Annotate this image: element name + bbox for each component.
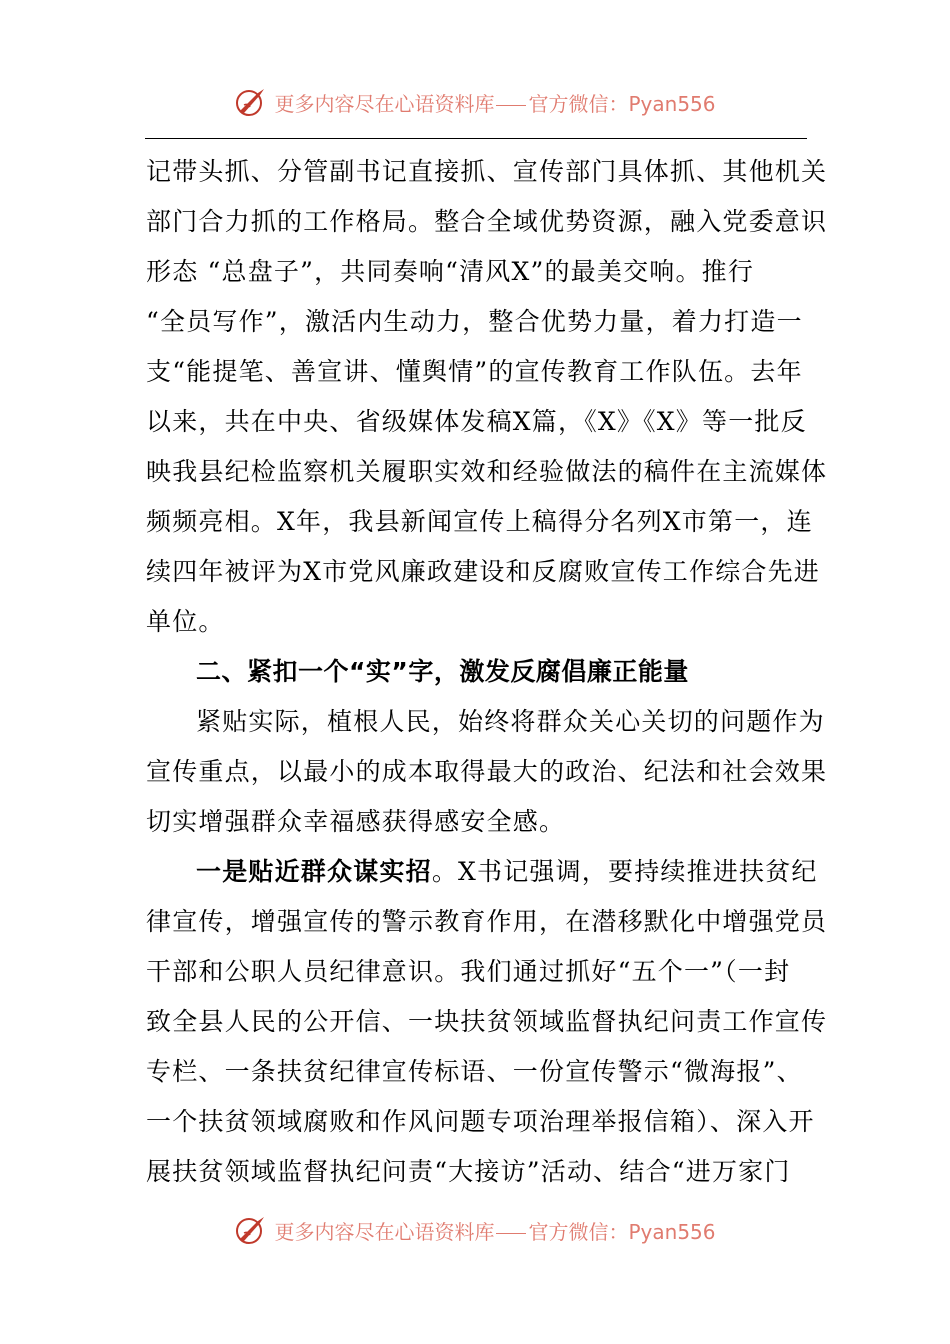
body-line: 切实增强群众幸福感获得感安全感。 (146, 807, 566, 836)
body-line: 紧贴实际，植根人民，始终将群众关心关切的问题作为 (196, 707, 825, 736)
header-banner-text: 更多内容尽在心语资料库 官方微信：Pyan556 (274, 91, 716, 116)
section-heading: 二、紧扣一个“实”字，激发反腐倡廉正能量 (196, 657, 689, 686)
body-line: 律宣传，增强宣传的警示教育作用，在潜移默化中增强党员 (146, 907, 828, 936)
footer-watermark-banner (0, 1210, 950, 1250)
body-line: 单位。 (146, 607, 225, 636)
body-line: 致全县人民的公开信、一块扶贫领域监督执纪问责工作宣传 (146, 1007, 828, 1036)
pen-nib-logo-icon (234, 85, 268, 119)
body-line: 专栏、一条扶贫纪律宣传标语、一份宣传警示“微海报”、 (146, 1057, 803, 1086)
body-line: 形态 “总盘子”，共同奏响“清风X”的最美交响。推行 (146, 257, 755, 286)
footer-banner-text: 更多内容尽在心语资料库 官方微信：Pyan556 (274, 1219, 716, 1244)
body-line: 一个扶贫领域腐败和作风问题专项治理举报信箱）、深入开 (146, 1107, 815, 1136)
body-line-lead (146, 847, 818, 897)
body-line: 映我县纪检监察机关履职实效和经验做法的稿件在主流媒体 (146, 457, 828, 486)
body-line: 宣传重点，以最小的成本取得最大的政治、纪法和社会效果 (146, 757, 828, 786)
body-line: 记带头抓、分管副书记直接抓、宣传部门具体抓、其他机关 (146, 157, 828, 186)
body-line: 干部和公职人员纪律意识。我们通过抓好“五个一”（一封 (146, 957, 791, 986)
header-divider (145, 138, 807, 139)
body-line: 支“能提笔、善宣讲、懂舆情”的宣传教育工作队伍。去年 (146, 357, 803, 386)
header-watermark-banner (0, 82, 950, 122)
body-line: 以来，共在中央、省级媒体发稿X篇，《X》《X》等一批反 (146, 407, 807, 436)
body-line: 续四年被评为X市党风廉政建设和反腐败宣传工作综合先进 (146, 557, 821, 586)
body-line: “全员写作”，激活内生动力，整合优势力量，着力打造一 (146, 307, 803, 336)
body-line: 频频亮相。X年，我县新闻宣传上稿得分名列X市第一，连 (146, 507, 813, 536)
body-line: 部门合力抓的工作格局。整合全域优势资源，融入党委意识 (146, 207, 828, 236)
document-body (146, 147, 828, 1197)
pen-nib-logo-icon (234, 1213, 268, 1247)
paragraph-lead-rest: 。X书记强调，要持续推进扶贫纪 (431, 857, 818, 886)
body-line: 展扶贫领域监督执纪问责“大接访”活动、结合“进万家门 (146, 1157, 791, 1186)
paragraph-lead-bold: 一是贴近群众谋实招 (196, 857, 432, 886)
